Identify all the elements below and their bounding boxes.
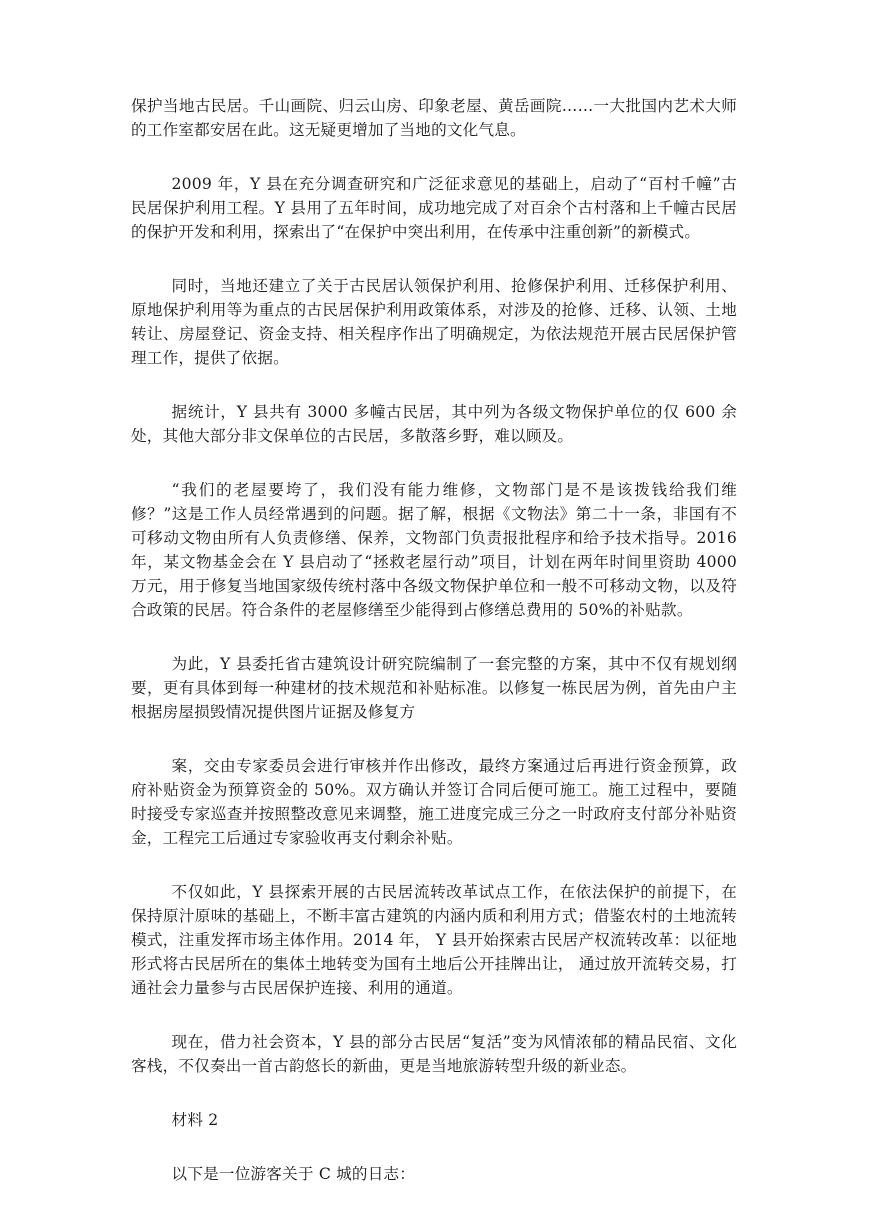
section-heading-material-2: 材料 2 [171,1111,219,1129]
paragraph-7: 案，交由专家委员会进行审核并作出修改，最终方案通过后再进行资金预算，政府补贴资金为预算资金的 50%。双方确认并签订合同后便可施工。施工过程中，要随时接受专家巡查并按照整改意见来调整，施工进度完成三分之一时政府支付部分补贴资金，工程完工后通过专家验收再支付剩余补贴。 [131,757,737,847]
paragraph-3: 同时，当地还建立了关于古民居认领保护利用、抢修保护利用、迁移保护利用、原地保护利用等为重点的古民居保护利用政策体系，对涉及的抢修、迁移、认领、土地转让、房屋登记、资金支持、相关程序作出了明确规定，为依法规范开展古民居保护管理工作，提供了依据。 [131,277,737,367]
paragraph-9: 现在，借力社会资本，Y 县的部分古民居“复活”变为风情浓郁的精品民宿、文化客栈，不仅奏出一首古韵悠长的新曲，更是当地旅游转型升级的新业态。 [131,1033,737,1075]
paragraph-1: 保护当地古民居。千山画院、归云山房、印象老屋、黄岳画院……一大批国内艺术大师的工作室都安居在此。这无疑更增加了当地的文化气息。 [131,97,737,139]
paragraph-8: 不仅如此，Y 县探索开展的古民居流转改革试点工作，在依法保护的前提下，在保持原汁原味的基础上，不断丰富古建筑的内涵内质和利用方式；借鉴农村的土地流转模式，注重发挥市场主体作用。2014 年， Y 县开始探索古民居产权流转改革：以征地形式将古民居所在的集体土地转变为国有土地后公开挂牌出让， 通过放开流转交易，打通社会力量参与古民居保护连接、利用的通道。 [131,883,737,997]
paragraph-6: 为此，Y 县委托省古建筑设计研究院编制了一套完整的方案，其中不仅有规划纲要，更有具体到每一种建材的技术规范和补贴标准。以修复一栋民居为例，首先由户主根据房屋损毁情况提供图片证据及修复方 [131,655,737,721]
paragraph-4: 据统计，Y 县共有 3000 多幢古民居，其中列为各级文物保护单位的仅 600 余处，其他大部分非文保单位的古民居，多散落乡野，难以顾及。 [131,403,737,445]
paragraph-5: “我们的老屋要垮了，我们没有能力维修，文物部门是不是该拨钱给我们维修？”这是工作人员经常遇到的问题。据了解，根据《文物法》第二十一条，非国有不可移动文物由所有人负责修缮、保养，文物部门负责报批程序和给予技术指导。2016 年，某文物基金会在 Y 县启动了“拯救老屋行动”项目，计划在两年时间里资助 4000 万元，用于修复当地国家级传统村落中各级文物保护单位和一般不可移动文物，以及符合政策的民居。符合条件的老屋修缮至少能得到占修缮总费用的 50%的补贴款。 [131,481,737,619]
paragraph-2: 2009 年，Y 县在充分调查研究和广泛征求意见的基础上，启动了“百村千幢”古民居保护利用工程。Y 县用了五年时间，成功地完成了对百余个古村落和上千幢古民居的保护开发和利用，探索出了“在保护中突出利用，在传承中注重创新”的新模式。 [131,175,737,241]
document-body [131,94,737,1216]
paragraph-10: 以下是一位游客关于 C 城的日志： [171,1165,416,1183]
